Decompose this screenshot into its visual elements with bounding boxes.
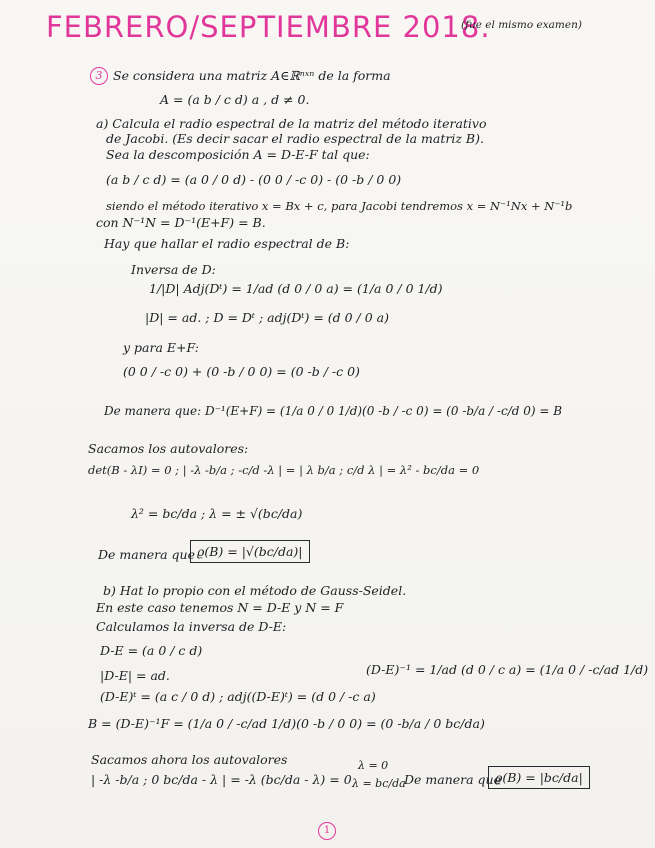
- equation-line: λ = bc/da: [352, 777, 406, 790]
- text-line: Sacamos ahora los autovalores: [91, 752, 288, 767]
- result-box-jacobi: ϱ(B) = |√(bc/da)|: [190, 540, 310, 563]
- equation-line: (a b / c d) = (a 0 / 0 d) - (0 0 / -c 0) - (0 -b / 0 0): [106, 172, 402, 187]
- equation-line: det(B - λI) = 0 ; | -λ -b/a ; -c/d -λ | = | λ b/a ; c/d λ | = λ² - bc/da = 0: [88, 463, 480, 477]
- text-line: b) Hat lo propio con el método de Gauss-Seidel.: [103, 583, 407, 598]
- text-line: A = (a b / c d) a , d ≠ 0.: [160, 92, 310, 107]
- text-line: Inversa de D:: [131, 262, 216, 277]
- equation-line: B = (D-E)⁻¹F = (1/a 0 / -c/ad 1/d)(0 -b / 0 0) = (0 -b/a / 0 bc/da): [88, 716, 485, 731]
- text-line: De manera que: [98, 547, 195, 562]
- equation-line: |D| = ad. ; D = Dᵗ ; adj(Dᵗ) = (d 0 / 0 a): [145, 310, 389, 325]
- page-title: FEBRERO/SEPTIEMBRE 2018.: [46, 10, 491, 44]
- title-note: (fue el mismo examen): [461, 19, 582, 31]
- equation-line: (D-E)⁻¹ = 1/ad (d 0 / c a) = (1/a 0 / -c/ad 1/d): [366, 662, 649, 677]
- equation-line: λ² = bc/da ; λ = ± √(bc/da): [131, 506, 303, 521]
- equation-line: | -λ -b/a ; 0 bc/da - λ | = -λ (bc/da - λ) = 0: [91, 772, 352, 787]
- text-line: y para E+F:: [123, 340, 199, 355]
- equation-line: D-E = (a 0 / c d): [100, 643, 203, 658]
- text-line: Sea la descomposición A = D-E-F tal que:: [106, 147, 370, 162]
- equation-line: λ = 0: [358, 759, 389, 772]
- text-line: Hay que hallar el radio espectral de B:: [104, 236, 350, 251]
- text-line: siendo el método iterativo x = Bx + c, para Jacobi tendremos x = N⁻¹Nx + N⁻¹b: [106, 199, 573, 213]
- equation-line: |D-E| = ad.: [100, 668, 170, 683]
- equation-line: 1/|D| Adj(Dᵗ) = 1/ad (d 0 / 0 a) = (1/a 0 / 0 1/d): [149, 281, 443, 296]
- text-line: a) Calcula el radio espectral de la matriz del método iterativo: [96, 116, 487, 131]
- result-box-gauss-seidel: ϱ(B) = |bc/da|: [488, 766, 590, 789]
- equation-line: De manera que: D⁻¹(E+F) = (1/a 0 / 0 1/d)(0 -b / -c 0) = (0 -b/a / -c/d 0) = B: [104, 404, 563, 418]
- text-line: En este caso tenemos N = D-E y N = F: [96, 600, 344, 615]
- problem-number: 3: [90, 67, 108, 85]
- text-line: Sacamos los autovalores:: [88, 441, 249, 456]
- text-line: de Jacobi. (Es decir sacar el radio espectral de la matriz B).: [106, 131, 484, 146]
- equation-line: (D-E)ᵗ = (a c / 0 d) ; adj((D-E)ᵗ) = (d 0 / -c a): [100, 689, 376, 704]
- text-line: Calculamos la inversa de D-E:: [96, 619, 287, 634]
- equation-line: (0 0 / -c 0) + (0 -b / 0 0) = (0 -b / -c 0): [123, 364, 360, 379]
- text-line: De manera que: [404, 772, 501, 787]
- page-number: 1: [318, 822, 336, 840]
- text-line: Se considera una matriz A∈ℝⁿˣⁿ de la forma: [113, 68, 391, 83]
- text-line: con N⁻¹N = D⁻¹(E+F) = B.: [96, 215, 266, 230]
